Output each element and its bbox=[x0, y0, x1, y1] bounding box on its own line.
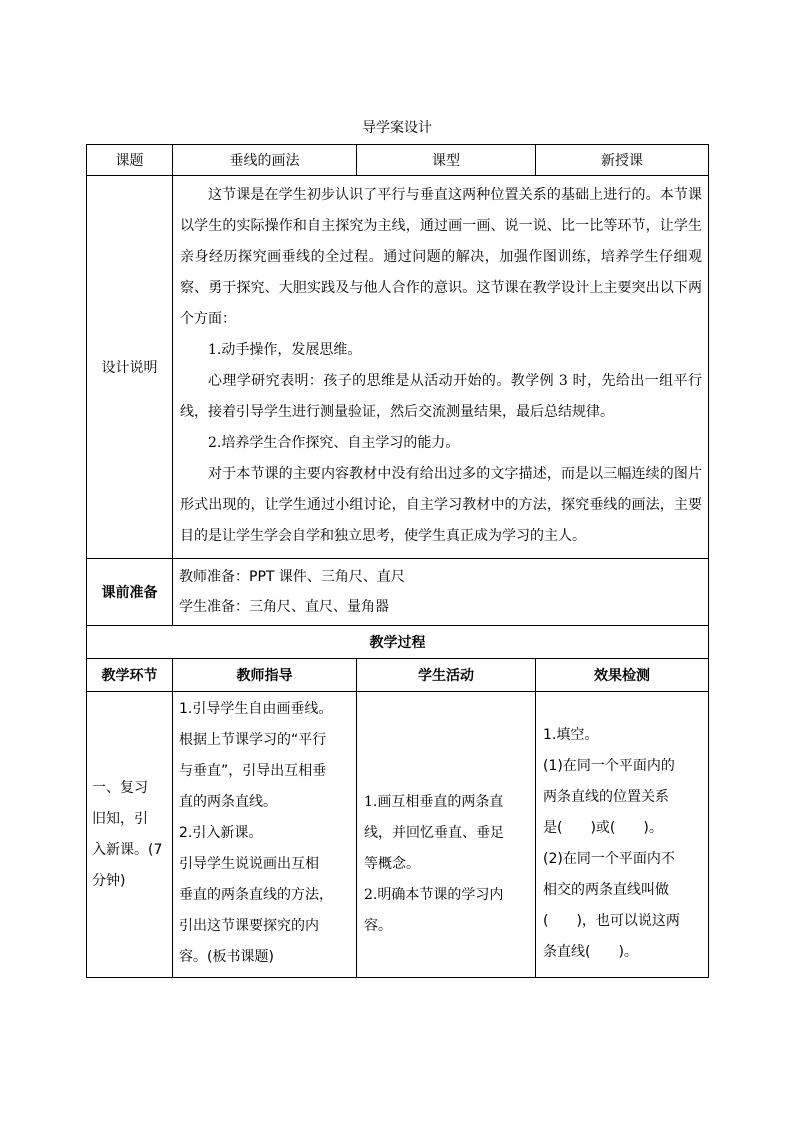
lesson-plan-table bbox=[86, 144, 709, 978]
step-line: 旧知，引 bbox=[92, 810, 148, 827]
teacher-prep: 教师准备：PPT 课件、三角尺、直尺 bbox=[179, 569, 405, 585]
design-paragraph: 对于本节课的主要内容教材中没有给出过多的文字描述，而是以三幅连续的图片形式出现的，让学生通过小组讨论，自主学习教材中的方法，探究垂线的画法，主要目的是让学生学会自学和独立思考，使学生真正成为学习的主人。 bbox=[180, 466, 702, 544]
subject-value: 垂线的画法 bbox=[173, 145, 357, 176]
check-line: 相交的两条直线叫做 bbox=[543, 881, 669, 898]
prep-label: 课前准备 bbox=[87, 559, 173, 626]
guide-line: 2.引入新课。 bbox=[179, 825, 263, 841]
student-activity-cell bbox=[357, 692, 536, 978]
design-paragraph: 2.培养学生合作探究、自主学习的能力。 bbox=[208, 435, 460, 451]
column-header: 效果检测 bbox=[536, 659, 709, 692]
guide-line: 垂直的两条直线的方法， bbox=[179, 887, 333, 903]
guide-line: 与垂直”，引导出互相垂 bbox=[179, 763, 327, 779]
header-row bbox=[87, 145, 709, 176]
step-line: 入新课。(7 bbox=[92, 841, 163, 858]
activity-line: 等概念。 bbox=[364, 856, 420, 872]
design-row bbox=[87, 176, 709, 559]
type-value: 新授课 bbox=[536, 145, 709, 176]
check-line: ( )，也可以说这两 bbox=[543, 912, 680, 929]
check-line: (2)在同一个平面内不 bbox=[543, 850, 675, 867]
guide-line: 引出这节课要探究的内 bbox=[179, 918, 319, 934]
activity-line: 容。 bbox=[364, 918, 392, 934]
guide-line: 1.引导学生自由画垂线。 bbox=[179, 701, 333, 717]
design-label: 设计说明 bbox=[87, 176, 173, 559]
subject-label: 课题 bbox=[87, 145, 173, 176]
check-line: 条直线( )。 bbox=[543, 943, 638, 960]
check-line: 两条直线的位置关系 bbox=[543, 788, 669, 805]
guide-line: 直的两条直线。 bbox=[179, 794, 277, 810]
guide-line: 引导学生说说画出互相 bbox=[179, 856, 319, 872]
type-label: 课型 bbox=[357, 145, 536, 176]
column-header: 教学环节 bbox=[87, 659, 173, 692]
activity-line: 2.明确本节课的学习内 bbox=[364, 887, 504, 903]
activity-line: 1.画互相垂直的两条直 bbox=[364, 794, 504, 810]
step-cell bbox=[87, 692, 173, 978]
column-header: 学生活动 bbox=[357, 659, 536, 692]
guide-line: 容。(板书课题) bbox=[179, 949, 274, 965]
teacher-guide-cell bbox=[173, 692, 357, 978]
design-paragraph: 心理学研究表明：孩子的思维是从活动开始的。教学例 3 时，先给出一组平行线，接着引导学生进行测量验证，然后交流测量结果，最后总结规律。 bbox=[180, 373, 702, 420]
design-description bbox=[173, 176, 709, 559]
effect-check-cell bbox=[536, 692, 709, 978]
design-paragraph: 这节课是在学生初步认识了平行与垂直这两种位置关系的基础上进行的。本节课以学生的实际操作和自主探究为主线，通过画一画、说一说、比一比等环节，让学生亲身经历探究画垂线的全过程。通过问题的解决，加强作图训练，培养学生仔细观察、勇于探究、大胆实践及与他人合作的意识。这节课在教学设计上主要突出以下两个方面： bbox=[180, 187, 702, 327]
step-line: 一、复习 bbox=[92, 779, 148, 796]
prep-content bbox=[173, 559, 709, 626]
step-line: 分钟) bbox=[92, 872, 126, 889]
activity-line: 线，并回忆垂直、垂足 bbox=[364, 825, 504, 841]
column-header: 教师指导 bbox=[173, 659, 357, 692]
table-row bbox=[87, 692, 709, 978]
process-title-row bbox=[87, 626, 709, 659]
prep-row bbox=[87, 559, 709, 626]
check-line: (1)在同一个平面内的 bbox=[543, 757, 675, 774]
check-line: 1.填空。 bbox=[543, 726, 599, 743]
guide-line: 根据上节课学习的“平行 bbox=[179, 732, 327, 748]
check-line: 是( )或( )。 bbox=[543, 819, 663, 836]
page-title: 导学案设计 bbox=[362, 120, 432, 136]
process-title: 教学过程 bbox=[87, 626, 709, 659]
student-prep: 学生准备：三角尺、直尺、量角器 bbox=[179, 599, 389, 615]
process-column-headers bbox=[87, 659, 709, 692]
design-paragraph: 1.动手操作，发展思维。 bbox=[208, 342, 362, 358]
